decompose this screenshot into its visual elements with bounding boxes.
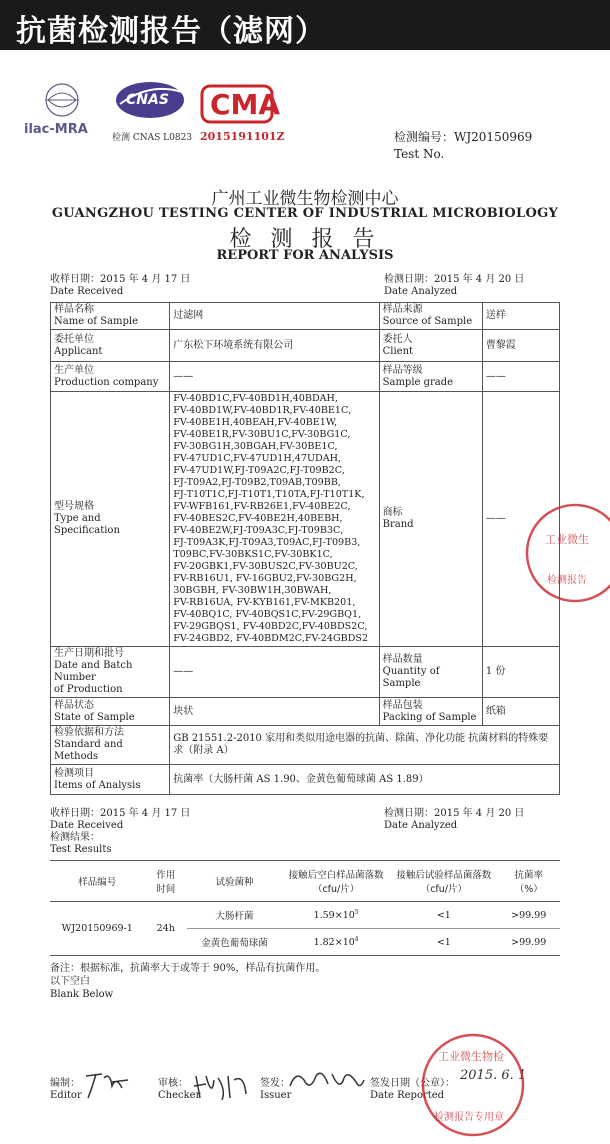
sample-name-value: 过滤网 bbox=[170, 303, 379, 330]
cma-number: 2015191101Z bbox=[200, 130, 285, 143]
stamp-seal-bottom bbox=[418, 1030, 528, 1140]
date-analyzed-cn: 检测日期：2015 年 4 月 20 日 bbox=[384, 274, 525, 285]
results-table bbox=[50, 860, 560, 956]
table-row bbox=[51, 726, 560, 765]
batch-value: —— bbox=[170, 647, 379, 698]
checker-signature: 审核： Checker bbox=[158, 1078, 201, 1101]
blank-below-cn: 以下空白 bbox=[50, 976, 90, 987]
remark-note: 备注：根据标准，抗菌率大于或等于 90%，样品有抗菌作用。 bbox=[50, 963, 326, 974]
results-label-cn: 检测结果： bbox=[50, 832, 100, 843]
cnas-logo bbox=[110, 80, 193, 143]
grade-value: —— bbox=[482, 362, 559, 392]
client-value: 曹黎霞 bbox=[482, 330, 559, 362]
date-handwritten: 2015. 6. 1 bbox=[460, 1068, 527, 1083]
svg-text:工业微生: 工业微生 bbox=[545, 533, 589, 546]
center-name-cn: 广州工业微生物检测中心 bbox=[211, 189, 399, 209]
svg-text:工业微生物检: 工业微生物检 bbox=[438, 1050, 504, 1063]
report-title-en: REPORT FOR ANALYSIS bbox=[216, 248, 394, 263]
source-value: 送样 bbox=[482, 303, 559, 330]
table-row bbox=[51, 303, 560, 330]
producer-value: —— bbox=[170, 362, 379, 392]
svg-text:检测报告: 检测报告 bbox=[547, 575, 587, 586]
rate-cell: >99.99 bbox=[497, 929, 560, 956]
label-cell: 委托人 Client bbox=[379, 330, 482, 362]
cnas-caption: 检测 CNAS L0823 bbox=[112, 133, 193, 143]
label-cell: 样品名称 Name of Sample bbox=[51, 303, 170, 330]
results-label-en: Test Results bbox=[50, 844, 112, 855]
items-value: 抗菌率（大肠杆菌 AS 1.90、金黄色葡萄球菌 AS 1.89） bbox=[170, 765, 560, 795]
label-cell: 生产单位 Production company bbox=[51, 362, 170, 392]
ilac-text: ilac-MRA bbox=[24, 122, 88, 137]
label-cell: 检测项目 Items of Analysis bbox=[51, 765, 170, 795]
label-cell: 检验依据和方法 Standard and Methods bbox=[51, 726, 170, 765]
ilac-mra-logo bbox=[22, 82, 102, 142]
strain-cell: 金黄色葡萄球菌 bbox=[187, 929, 282, 956]
label-cell: 型号规格 Type and Specification bbox=[51, 392, 170, 647]
date-analyzed-bottom bbox=[384, 808, 524, 832]
label-cell: 生产日期和批号 Date and Batch Number of Production bbox=[51, 647, 170, 698]
brand-value: —— bbox=[482, 392, 559, 647]
state-value: 块状 bbox=[170, 698, 379, 726]
banner-title: 抗菌检测报告（滤网） bbox=[16, 14, 326, 49]
table-row bbox=[51, 698, 560, 726]
date-received-bottom bbox=[50, 808, 190, 856]
svg-text:检测报告专用章: 检测报告专用章 bbox=[434, 1112, 504, 1123]
report-title-cn: 检 测 报 告 bbox=[229, 227, 381, 252]
table-row bbox=[50, 902, 560, 929]
type-spec-value: FV-40BD1C,FV-40BD1H,40BDAH, FV-40BD1W,FV-40BD1R,FV-40BE1C, FV-40BE1H,40BEAH,FV-40BE1W, FV-40BE1R,FV-30BU1C,FV-30BG1C, FV-30BG1H,30BGAH,FV-30BE1C, FV-47UD1C,FV-47UD1H,47UDAH, FV-47UD1W,FJ-T09A2C,FJ-T09B2C, FJ-T09A2,FJ-T09B2,T09AB,T09BB, FJ-T10T1C,FJ-T10T1,T10TA,FJ-T10T1K, FV-WFB161,FV-RB26E1,FV-40BE2C, FV-40BES2C,FV-40BE2H,40BEBH, FV-40BE2W,FJ-T09A3C,FJ-T09B3C, FJ-T09A3K,FJ-T09A3,T09AC,FJ-T09B3, T09BC,FV-30BKS1C,FV-30BK1C, FV-20GBK1,FV-30BUS2C,FV-30BU2C, FV-RB16U1, FV-16GBU2,FV-30BG2H, 30BGBH, FV-30BW1H,30BWAH, FV-RB16UA, FV-KYB161,FV-MKB201, FV-40BQ1C, FV-40BQS1C,FV-29GBQ1, FV-29GBQS1, FV-40BD2C,FV-40BDS2C, FV-24GBD2, FV-40BDM2C,FV-24GBDS2 bbox=[170, 392, 379, 647]
column-header: 抗菌率 （%） bbox=[497, 861, 560, 902]
test-number-value: WJ20150969 bbox=[454, 130, 533, 144]
label-cell: 样品等级 Sample grade bbox=[379, 362, 482, 392]
table-row bbox=[51, 330, 560, 362]
date-received-cn: 收样日期：2015 年 4 月 17 日 bbox=[50, 274, 191, 285]
test-count-cell: <1 bbox=[390, 902, 497, 929]
test-number-label-en: Test No. bbox=[394, 147, 445, 161]
column-header: 试验菌种 bbox=[187, 861, 282, 902]
label-cell: 样品包装 Packing of Sample bbox=[379, 698, 482, 726]
issuer-signature: 签发： Issuer bbox=[260, 1078, 292, 1101]
strain-cell: 大肠杆菌 bbox=[187, 902, 282, 929]
applicant-value: 广东松下环境系统有限公司 bbox=[170, 330, 379, 362]
editor-signature: 编制： Editor bbox=[50, 1078, 82, 1101]
checker-handwriting bbox=[192, 1070, 252, 1104]
label-cell: 样品来源 Source of Sample bbox=[379, 303, 482, 330]
blank-below-en: Blank Below bbox=[50, 989, 114, 1000]
table-row bbox=[51, 647, 560, 698]
sample-info-table bbox=[50, 302, 560, 795]
title-banner bbox=[0, 0, 610, 50]
column-header: 样品编号 bbox=[50, 861, 144, 902]
standard-value: GB 21551.2-2010 家用和类似用途电器的抗菌、除菌、净化功能 抗菌材料的特殊要求（附录 A） bbox=[170, 726, 560, 765]
cnas-text: CNAS bbox=[126, 92, 169, 108]
blank-count-cell: $1.82\times 10^4$ bbox=[282, 929, 390, 956]
date-analyzed-top bbox=[384, 274, 524, 298]
cma-text: CMA bbox=[210, 88, 281, 121]
column-header: 作用 时间 bbox=[144, 861, 187, 902]
table-row bbox=[51, 362, 560, 392]
label-cell: 样品状态 State of Sample bbox=[51, 698, 170, 726]
blank-count-cell: $1.59\times 10^5$ bbox=[282, 902, 390, 929]
date-reported: 签发日期（公章）： Date Reported bbox=[370, 1078, 455, 1101]
results-header-row bbox=[50, 861, 560, 902]
packing-value: 纸箱 bbox=[482, 698, 559, 726]
test-number bbox=[394, 128, 532, 161]
label-cell: 样品数量 Quantity of Sample bbox=[379, 647, 482, 698]
date-analyzed-cn: 检测日期：2015 年 4 月 20 日 bbox=[384, 808, 525, 819]
time-cell: 24h bbox=[144, 902, 187, 956]
sample-id-cell: WJ20150969-1 bbox=[50, 902, 144, 956]
date-analyzed-en: Date Analyzed bbox=[384, 286, 458, 297]
issuer-handwriting bbox=[286, 1066, 366, 1102]
date-received-en: Date Received bbox=[50, 820, 124, 831]
table-row bbox=[51, 765, 560, 795]
column-header: 接触后空白样品菌落数 （cfu/片） bbox=[282, 861, 390, 902]
date-received-cn: 收样日期：2015 年 4 月 17 日 bbox=[50, 808, 191, 819]
cma-logo bbox=[198, 82, 285, 143]
table-row bbox=[51, 392, 560, 647]
test-count-cell: <1 bbox=[390, 929, 497, 956]
date-received-top bbox=[50, 274, 190, 298]
date-received-en: Date Received bbox=[50, 286, 124, 297]
column-header: 接触后试验样品菌落数 （cfu/片） bbox=[390, 861, 497, 902]
quantity-value: 1 份 bbox=[482, 647, 559, 698]
test-number-label: 检测编号： bbox=[394, 130, 455, 144]
date-analyzed-en: Date Analyzed bbox=[384, 820, 458, 831]
label-cell: 商标 Brand bbox=[379, 392, 482, 647]
remarks bbox=[50, 962, 325, 1001]
center-name-en: GUANGZHOU TESTING CENTER OF INDUSTRIAL MICROBIOLOGY bbox=[51, 206, 559, 221]
label-cell: 委托单位 Applicant bbox=[51, 330, 170, 362]
rate-cell: >99.99 bbox=[497, 902, 560, 929]
stamp-seal-right bbox=[515, 498, 610, 608]
editor-handwriting bbox=[82, 1068, 132, 1104]
